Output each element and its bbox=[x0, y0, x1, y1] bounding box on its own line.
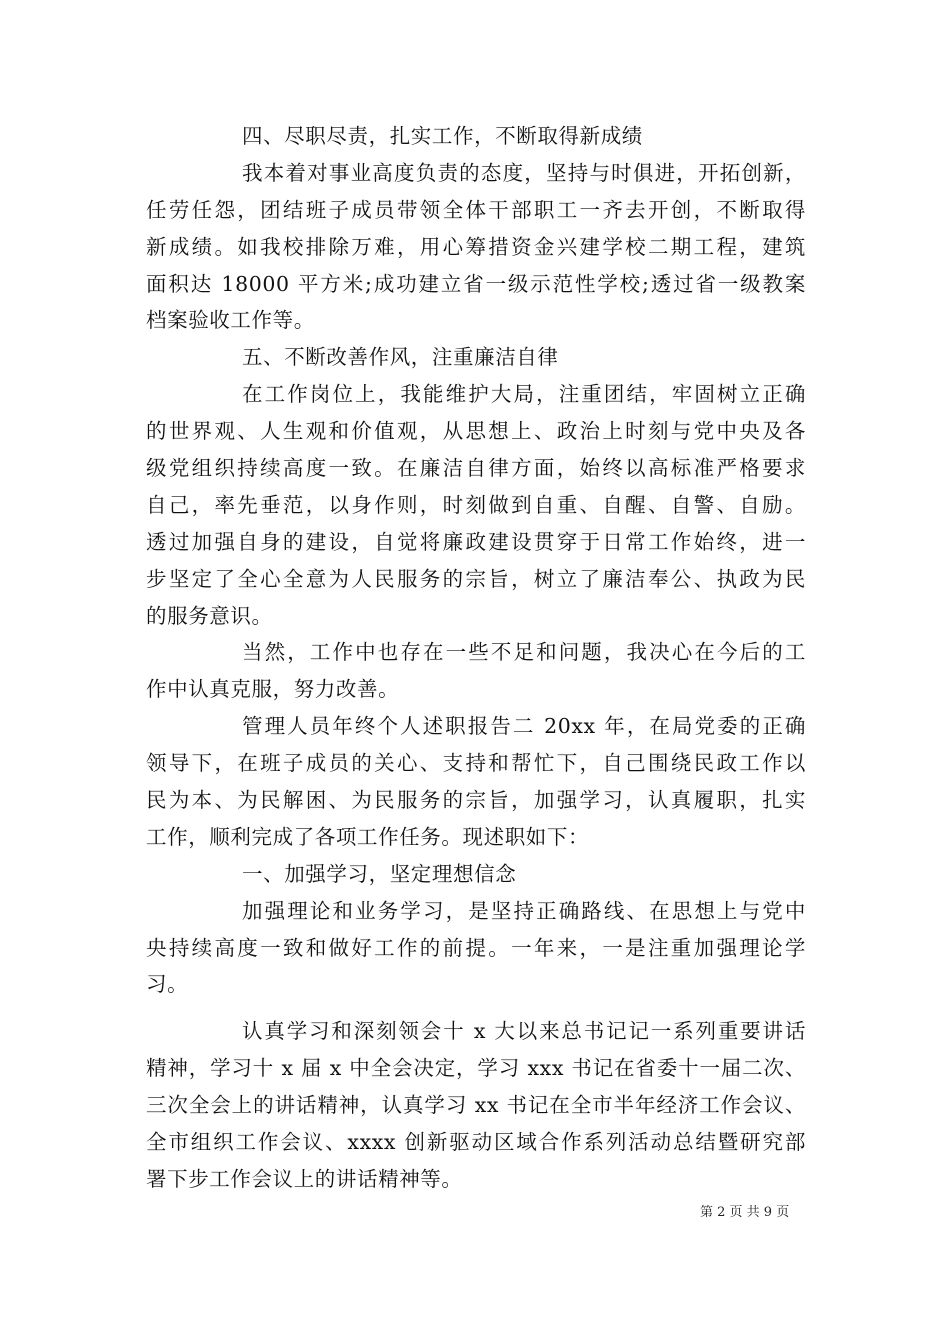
text-line: 一、加强学习，坚定理想信念 bbox=[242, 861, 517, 886]
text-line: 在工作岗位上，我能维护大局，注重团结，牢固树立正确 bbox=[242, 382, 806, 407]
document-body bbox=[146, 118, 806, 1198]
text-line: 三次全会上的讲话精神，认真学习 xx 书记在全市半年经济工作会议、 bbox=[146, 1093, 806, 1118]
text-line: 步坚定了全心全意为人民服务的宗旨，树立了廉洁奉公、执政为民 bbox=[146, 566, 806, 591]
text-line: 的世界观、人生观和价值观，从思想上、政治上时刻与党中央及各 bbox=[146, 419, 806, 444]
text-line: 工作，顺利完成了各项工作任务。现述职如下： bbox=[146, 824, 590, 849]
text-line: 央持续高度一致和做好工作的前提。一年来，一是注重加强理论学 bbox=[146, 935, 806, 960]
text-line: 透过加强自身的建设，自觉将廉政建设贯穿于日常工作始终，进一 bbox=[146, 529, 806, 554]
text-line: 的服务意识。 bbox=[146, 603, 273, 628]
text-line: 署下步工作会议上的讲话精神等。 bbox=[146, 1166, 463, 1191]
text-line: 领导下，在班子成员的关心、支持和帮忙下，自己围绕民政工作以 bbox=[146, 751, 806, 776]
text-line: 精神，学习十 x 届 x 中全会决定，学习 xxx 书记在省委十一届二次、 bbox=[146, 1056, 806, 1081]
text-line: 习。 bbox=[146, 972, 189, 997]
text-line: 自己，率先垂范，以身作则，时刻做到自重、自醒、自警、自励。 bbox=[146, 492, 806, 517]
text-line: 民为本、为民解困、为民服务的宗旨，加强学习，认真履职，扎实 bbox=[146, 788, 806, 813]
text-line: 新成绩。如我校排除万难，用心筹措资金兴建学校二期工程，建筑 bbox=[146, 234, 806, 259]
paragraph-gap bbox=[146, 1003, 806, 1013]
page-number: 第 2 页 共 9 页 bbox=[700, 1205, 790, 1220]
text-line: 全市组织工作会议、xxxx 创新驱动区域合作系列活动总结暨研究部 bbox=[146, 1130, 806, 1155]
text-line: 四、尽职尽责，扎实工作，不断取得新成绩 bbox=[242, 124, 643, 148]
text-line: 认真学习和深刻领会十 x 大以来总书记记一系列重要讲话 bbox=[242, 1019, 806, 1044]
text-line: 管理人员年终个人述职报告二 20xx 年，在局党委的正确 bbox=[242, 714, 806, 739]
text-line: 当然，工作中也存在一些不足和问题，我决心在今后的工 bbox=[242, 640, 806, 665]
text-line: 面积达 18000 平方米;成功建立省一级示范性学校;透过省一级教案 bbox=[146, 271, 806, 296]
text-line: 五、不断改善作风，注重廉洁自律 bbox=[242, 345, 559, 370]
text-line: 加强理论和业务学习，是坚持正确路线、在思想上与党中 bbox=[242, 898, 806, 923]
text-line: 作中认真克服，努力改善。 bbox=[146, 677, 400, 702]
text-line: 任劳任怨，团结班子成员带领全体干部职工一齐去开创，不断取得 bbox=[146, 197, 806, 222]
text-line: 我本着对事业高度负责的态度，坚持与时俱进，开拓创新， bbox=[242, 160, 806, 185]
text-line: 档案验收工作等。 bbox=[146, 308, 315, 333]
text-line: 级党组织持续高度一致。在廉洁自律方面，始终以高标准严格要求 bbox=[146, 456, 806, 481]
